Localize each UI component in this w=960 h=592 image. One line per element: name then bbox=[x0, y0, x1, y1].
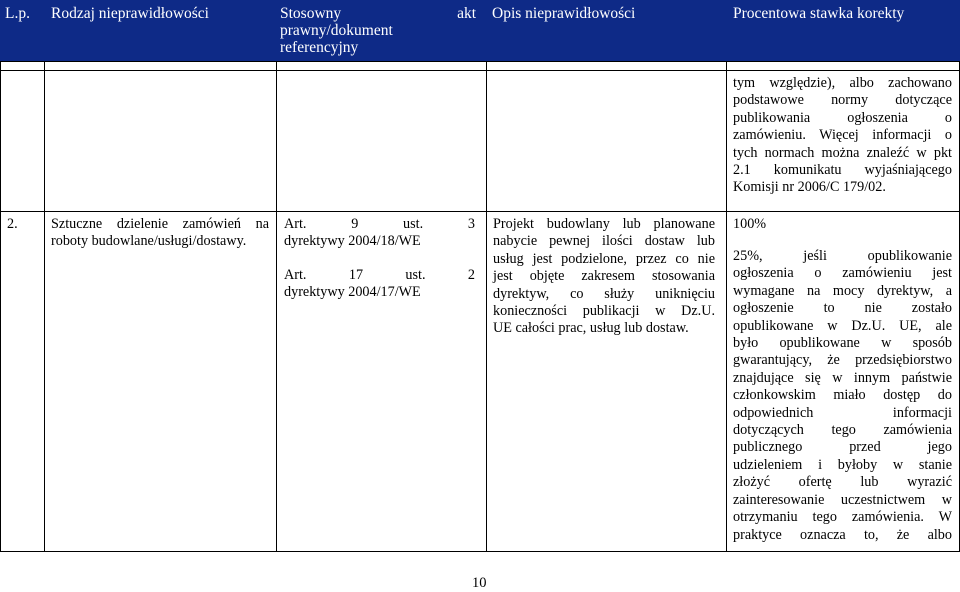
text-line: Komisji nr 2006/C 179/02. bbox=[733, 179, 886, 196]
row2-akt-1 bbox=[284, 216, 475, 251]
text-line: dyrektyw, co służy uniknięciu bbox=[493, 285, 715, 302]
grid-line bbox=[0, 61, 1, 552]
text-line: Art. 9 ust. 3 bbox=[284, 216, 475, 232]
text-line: zainteresowanie uczestnictwem w bbox=[733, 491, 952, 508]
text-line: 2.1 komunikatu wyjaśniającego bbox=[733, 162, 952, 179]
grid-line bbox=[486, 61, 487, 552]
text-line: gwarantujący, że przedsiębiorstwo bbox=[733, 352, 952, 369]
text-line: nabycie pewnej ilości dostaw lub bbox=[493, 233, 715, 250]
text-line: tych normach można znaleźć w pkt bbox=[733, 144, 952, 161]
grid-line bbox=[726, 61, 727, 552]
text-line: ogłoszenie to nie zostało bbox=[733, 300, 952, 317]
header-stawka: Procentowa stawka korekty bbox=[733, 5, 905, 22]
row2-rodzaj bbox=[51, 216, 269, 251]
text-line: tym względzie), albo zachowano bbox=[733, 75, 952, 91]
header-akt bbox=[280, 5, 476, 56]
text-line: Sztuczne dzielenie zamówień na bbox=[51, 216, 269, 232]
header-akt-line3: referencyjny bbox=[280, 39, 359, 56]
text-line: wymagane na mocy dyrektyw, a bbox=[733, 282, 952, 299]
text-line: było opublikowane w sposób bbox=[733, 335, 952, 352]
header-opis: Opis nieprawidłowości bbox=[492, 5, 636, 22]
text-line: jest objęte zakresem stosowania bbox=[493, 268, 715, 285]
header-akt-line1: Stosowny bbox=[280, 5, 342, 22]
text-line: dyrektywy 2004/18/WE bbox=[284, 233, 421, 250]
page-number: 10 bbox=[472, 575, 487, 591]
text-line: publicznego przed jego bbox=[733, 439, 952, 456]
header-akt-line2: prawny/dokument bbox=[280, 22, 393, 39]
text-line: opublikowane w Dz.U. UE, ale bbox=[733, 317, 952, 334]
text-line: konieczności publikacji w Dz.U. bbox=[493, 303, 715, 320]
text-line: ogłoszenia o zamówieniu jest bbox=[733, 265, 952, 282]
grid-line bbox=[276, 61, 277, 552]
grid-line bbox=[44, 61, 45, 552]
text-line: praktyce oznacza to, że albo bbox=[733, 526, 952, 543]
header-lp: L.p. bbox=[5, 5, 30, 22]
row2-stawka-text bbox=[733, 248, 952, 544]
text-line: usług jest podzielone, przez co nie bbox=[493, 250, 715, 267]
grid-line bbox=[0, 211, 960, 212]
text-line: Projekt budowlany lub planowane bbox=[493, 216, 715, 232]
text-line: dotyczących tego zamówienia bbox=[733, 422, 952, 439]
header-akt-word: akt bbox=[457, 5, 476, 22]
continued-cell-text bbox=[733, 75, 952, 197]
text-line: 25%, jeśli opublikowanie bbox=[733, 248, 952, 264]
header-rodzaj: Rodzaj nieprawidłowości bbox=[51, 5, 209, 22]
text-line: podstawowe normy dotyczące bbox=[733, 92, 952, 109]
text-line: Art. 17 ust. 2 bbox=[284, 267, 475, 283]
table-header bbox=[0, 0, 960, 61]
text-line: zamówieniu. Więcej informacji o bbox=[733, 127, 952, 144]
text-line: znajdujące się w innym państwie bbox=[733, 369, 952, 386]
row2-akt-2 bbox=[284, 267, 475, 302]
row2-opis bbox=[493, 216, 715, 338]
grid-line bbox=[0, 551, 960, 552]
text-line: udzieleniem i byłoby w stanie bbox=[733, 456, 952, 473]
text-line: publikowania ogłoszenia o bbox=[733, 109, 952, 126]
row2-stawka-100: 100% bbox=[733, 216, 767, 232]
grid-line bbox=[0, 61, 960, 62]
text-line: członkowskim miało dostęp do bbox=[733, 387, 952, 404]
text-line: odpowiednich informacji bbox=[733, 404, 952, 421]
text-line: UE całości prac, usług lub dostaw. bbox=[493, 320, 689, 337]
text-line: dyrektywy 2004/17/WE bbox=[284, 284, 421, 301]
row2-lp: 2. bbox=[7, 216, 18, 232]
grid-line bbox=[0, 70, 960, 71]
text-line: złożyć ofertę lub wyrazić bbox=[733, 474, 952, 491]
text-line: otrzymaniu tego zamówienia. W bbox=[733, 509, 952, 526]
text-line: roboty budowlane/usługi/dostawy. bbox=[51, 233, 247, 250]
